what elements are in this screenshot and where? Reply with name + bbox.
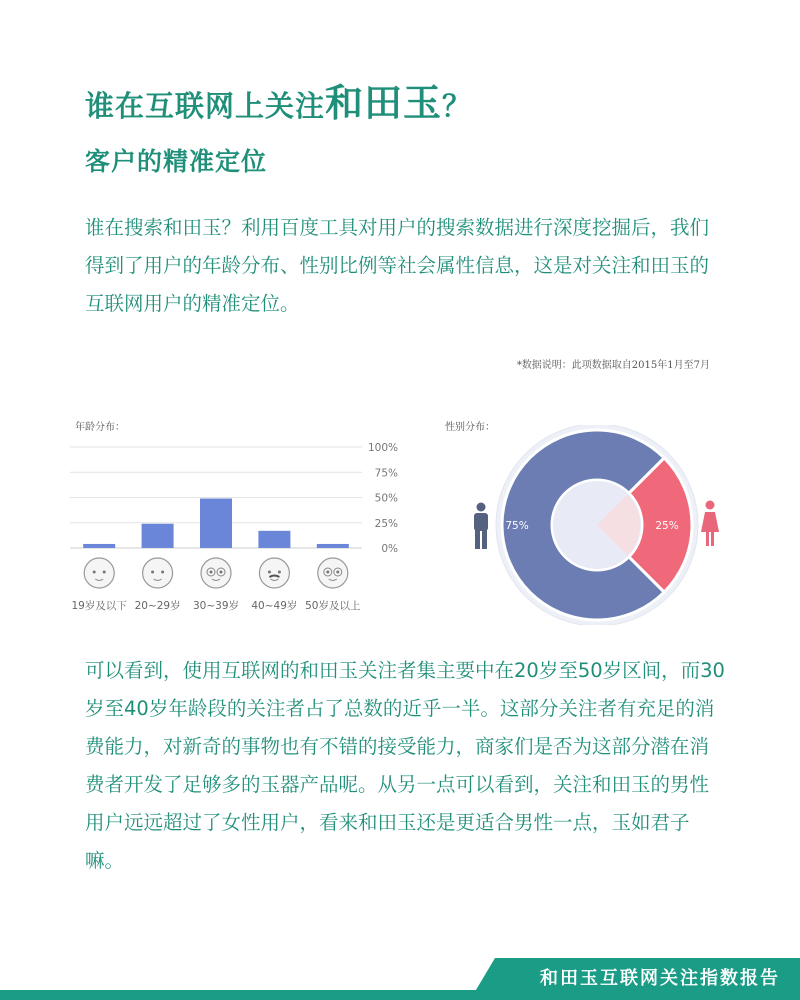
face-outline [201,558,231,588]
y-tick-label: 75% [374,467,398,480]
face-eye [93,571,96,574]
age-category-label: 30~39岁 [192,600,240,612]
age-bar [200,499,232,548]
gender-chart-label: 性别分布： [445,422,495,433]
face-eye [210,571,213,574]
face-icon [84,558,114,588]
person-leg [475,529,480,549]
face-eye [336,571,339,574]
female-icon [700,500,720,550]
page-subtitle: 客户的精准定位 [85,147,268,176]
person-leg [482,529,487,549]
age-category-label: 20~29岁 [134,600,181,612]
face-eye [103,571,106,574]
y-tick-label: 100% [367,442,398,454]
female-percent-label: 25% [655,520,679,532]
male-percent-label: 75% [505,520,529,532]
intro-paragraph: 谁在搜索和田玉？利用百度工具对用户的搜索数据进行深度挖掘后，我们得到了用户的年龄分布、性别比例等社会属性信息，这是对关注和田玉的互联网用户的精准定位。 [85,216,710,315]
person-leg [706,532,709,546]
y-tick-label: 0% [381,543,398,555]
age-bar-chart [60,430,410,620]
data-note: *数据说明：此项数据取自2015年1月至7月 [516,360,710,371]
age-chart-label: 年龄分布： [75,422,125,433]
face-outline [84,558,114,588]
face-eye [278,571,281,574]
y-tick-label: 50% [374,492,398,505]
footer-title: 和田玉互联网关注指数报告 [540,968,780,989]
person-dress [701,512,719,532]
person-torso [474,513,488,531]
person-leg [711,532,714,546]
face-eye [161,571,164,574]
age-bar [83,544,115,548]
age-bar [258,531,290,548]
y-tick-label: 25% [374,517,398,530]
age-bar [142,524,174,548]
age-category-label: 40~49岁 [251,600,298,612]
face-outline [259,558,289,588]
male-icon [471,502,491,552]
face-outline [318,558,348,588]
face-icon [201,558,231,588]
age-category-label: 19岁及以下 [71,600,127,612]
face-icon [143,558,173,588]
face-outline [143,558,173,588]
page-title [85,72,472,127]
title-highlight: 和田玉 [325,81,443,125]
face-icon [318,558,348,588]
age-bar [317,544,349,548]
conclusion-paragraph: 可以看到，使用互联网的和田玉关注者集主要中在20岁至50岁区间，而30岁至40岁年龄段的关注者占了总数的近乎一半。这部分关注者有充足的消费能力，对新奇的事物也有不错的接受能力，商家们是否为这部分潜在消费者开发了足够多的玉器产品呢。从另一点可以看到，关注和田玉的男性用户远远超过了女性用户，看来和田玉还是更适合男性一点，玉如君子嘛。 [85,659,725,872]
face-eye [220,571,223,574]
person-head [706,501,715,510]
person-head [477,503,486,512]
age-category-label: 50岁及以上 [305,600,361,612]
face-eye [268,571,271,574]
title-prefix: 谁在互联网上关注 [85,89,326,123]
face-eye [326,571,329,574]
face-eye [151,571,154,574]
face-icon [259,558,289,588]
title-suffix: ？ [442,89,473,123]
